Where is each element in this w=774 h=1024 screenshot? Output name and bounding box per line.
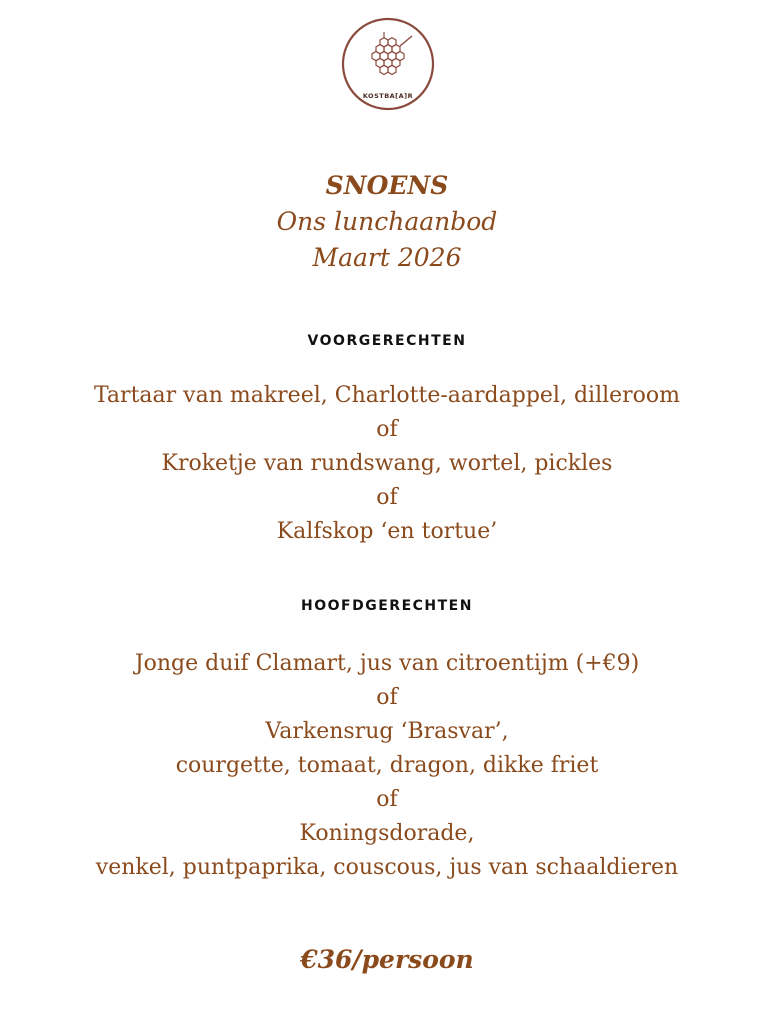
dish-line: Koningsdorade, (299, 821, 475, 846)
mains-list (0, 647, 774, 885)
dish-line: Jonge duif Clamart, jus van citroentijm (+€9) (134, 651, 640, 676)
dish-line: Kroketje van rundswang, wortel, pickles (161, 451, 613, 476)
dish-line: Kalfskop ‘en tortue’ (276, 519, 498, 544)
starters-heading: VOORGERECHTEN (307, 333, 467, 349)
menu-price: €36/persoon (300, 945, 474, 974)
mains-heading: HOOFDGERECHTEN (301, 598, 473, 614)
dish-line: venkel, puntpaprika, couscous, jus van schaaldieren (95, 855, 679, 880)
dish-line: Varkensrug ‘Brasvar’, (265, 719, 509, 744)
dish-separator: of (376, 685, 398, 710)
menu-date: Maart 2026 (312, 243, 462, 272)
dish-separator: of (376, 485, 398, 510)
menu-header (0, 168, 774, 276)
honeycomb-icon (340, 16, 436, 112)
menu-subtitle: Ons lunchaanbod (276, 207, 498, 236)
restaurant-logo (340, 16, 436, 112)
dish-separator: of (376, 417, 398, 442)
dish-line: Tartaar van makreel, Charlotte-aardappel, dilleroom (93, 383, 681, 408)
dish-line: courgette, tomaat, dragon, dikke friet (175, 753, 599, 778)
restaurant-name: SNOENS (325, 171, 449, 200)
dish-separator: of (376, 787, 398, 812)
starters-list (0, 379, 774, 549)
logo-text: KOSTBA[A]R (362, 92, 414, 100)
